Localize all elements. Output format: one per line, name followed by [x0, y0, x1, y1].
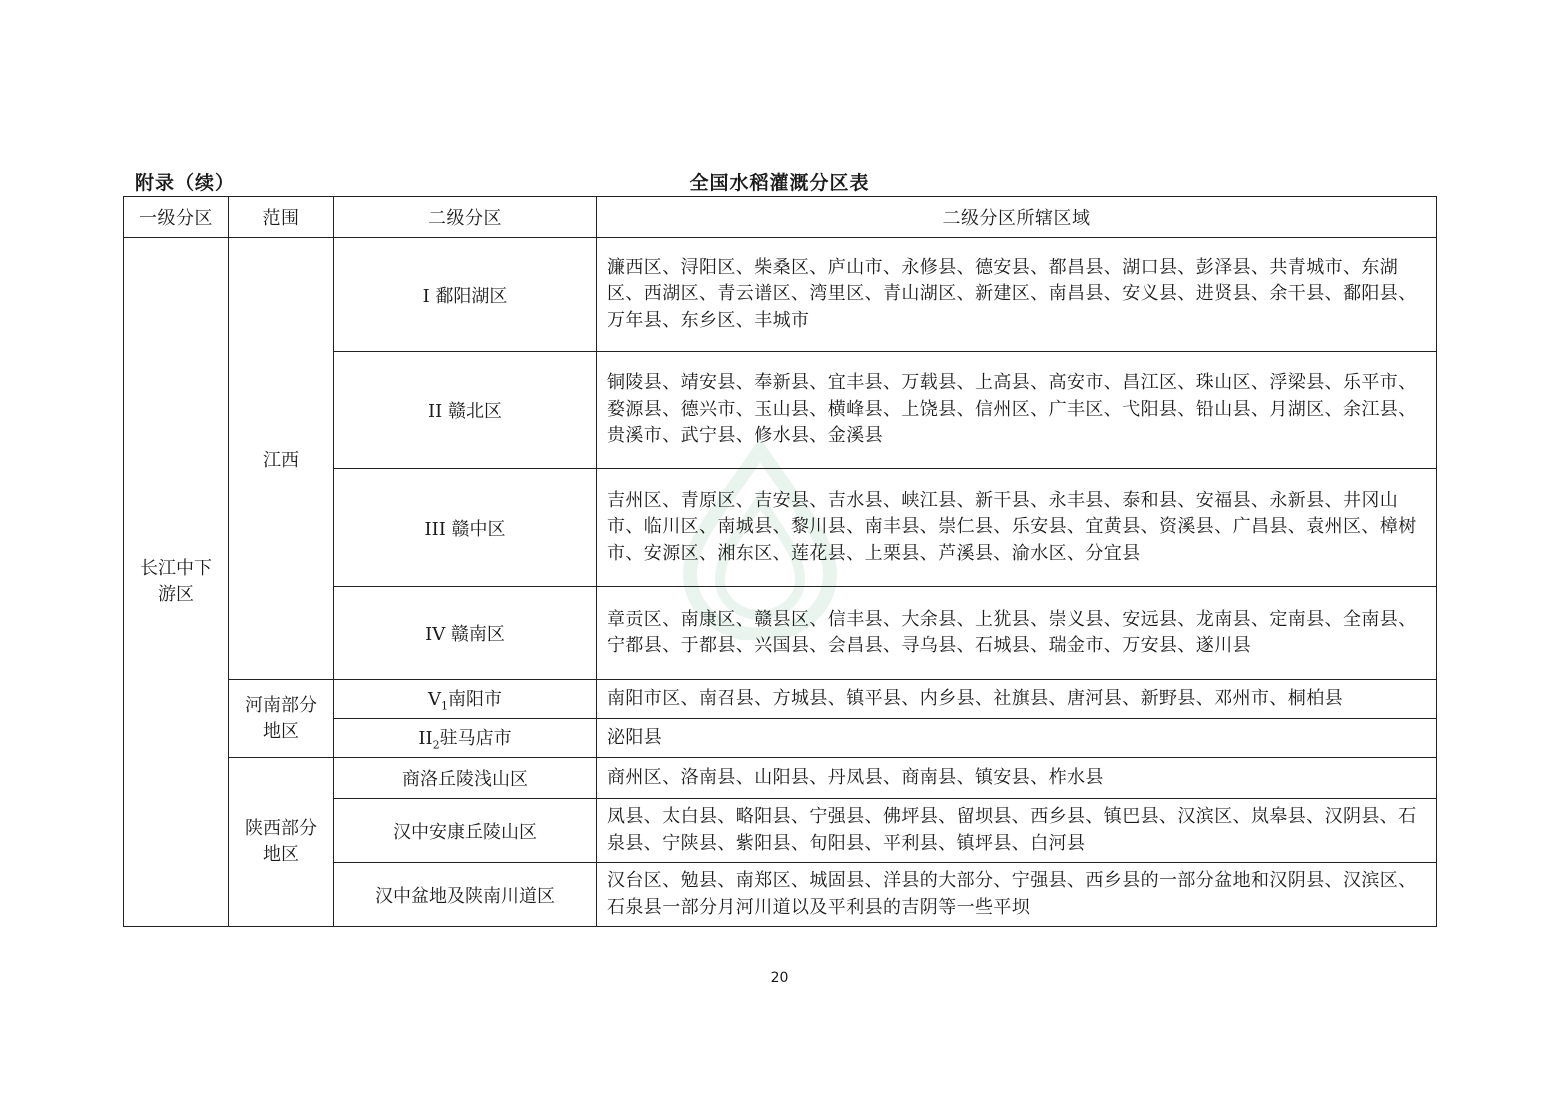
- header-level2: 二级分区: [334, 197, 597, 238]
- header-scope: 范围: [229, 197, 334, 238]
- zone-prefix: II: [418, 728, 433, 750]
- zone-subscript: 1: [441, 699, 448, 713]
- zone-name: I 鄱阳湖区: [334, 238, 597, 352]
- level1-cell: [124, 238, 229, 927]
- zone-name: 汉中盆地及陕南川道区: [334, 863, 597, 927]
- zone-label: 驻马店市: [439, 728, 512, 750]
- zone-districts: 章贡区、南康区、赣县区、信丰县、大余县、上犹县、崇义县、安远县、龙南县、定南县、全南县、宁都县、于都县、兴国县、会昌县、寻乌县、石城县、瑞金市、万安县、遂川县: [597, 587, 1437, 680]
- scope-shaanxi: [229, 758, 334, 927]
- zone-districts: 汉台区、勉县、南郑区、城固县、洋县的大部分、宁强县、西乡县的一部分盆地和汉阴县、汉滨区、石泉县一部分月河川道以及平利县的吉阴等一些平坝: [597, 863, 1437, 927]
- zone-prefix: V: [428, 689, 441, 711]
- header-level1: 一级分区: [124, 197, 229, 238]
- table-row: [124, 238, 1437, 352]
- zone-districts: 吉州区、青原区、吉安县、吉水县、峡江县、新干县、永丰县、泰和县、安福县、永新县、井冈山市、临川区、南城县、黎川县、南丰县、崇仁县、乐安县、宜黄县、资溪县、广昌县、袁州区、樟树市、安源区、湘东区、莲花县、上栗县、芦溪县、渝水区、分宜县: [597, 469, 1437, 587]
- zone-subscript: 2: [432, 738, 440, 752]
- level1-name: 长江中下游区: [140, 558, 212, 605]
- zone-districts: 铜陵县、靖安县、奉新县、宜丰县、万载县、上高县、高安市、昌江区、珠山区、浮梁县、乐平市、婺源县、德兴市、玉山县、横峰县、上饶县、信州区、广丰区、弋阳县、铅山县、月湖区、余江县、贵溪市、武宁县、修水县、金溪县: [597, 352, 1437, 469]
- zone-name: [334, 719, 597, 758]
- zone-name: III 赣中区: [334, 469, 597, 587]
- zone-name: 商洛丘陵浅山区: [334, 758, 597, 799]
- zone-districts: 南阳市区、南召县、方城县、镇平县、内乡县、社旗县、唐河县、新野县、邓州市、桐柏县: [597, 680, 1437, 719]
- page-number: 20: [770, 970, 789, 986]
- zone-districts: 凤县、太白县、略阳县、宁强县、佛坪县、留坝县、西乡县、镇巴县、汉滨区、岚皋县、汉阴县、石泉县、宁陕县、紫阳县、旬阳县、平利县、镇坪县、白河县: [597, 799, 1437, 863]
- table-row: [124, 680, 1437, 719]
- scope-shaanxi-label: 陕西部分地区: [245, 818, 317, 865]
- zone-districts: 泌阳县: [597, 719, 1437, 758]
- scope-jiangxi: 江西: [229, 238, 334, 680]
- appendix-caption: 附录（续）: [135, 172, 236, 194]
- zone-name: 汉中安康丘陵山区: [334, 799, 597, 863]
- zone-name: [334, 680, 597, 719]
- table-header-row: [124, 197, 1437, 238]
- scope-henan: [229, 680, 334, 758]
- header-districts: 二级分区所辖区域: [597, 197, 1437, 238]
- scope-henan-label: 河南部分地区: [245, 694, 317, 742]
- irrigation-zone-table: [123, 196, 1437, 927]
- zone-districts: 商州区、洛南县、山阳县、丹凤县、商南县、镇安县、柞水县: [597, 758, 1437, 799]
- zone-name: IV 赣南区: [334, 587, 597, 680]
- table-title: 全国水稻灌溉分区表: [689, 172, 870, 194]
- table-row: [124, 758, 1437, 799]
- zone-districts: 濂西区、浔阳区、柴桑区、庐山市、永修县、德安县、都昌县、湖口县、彭泽县、共青城市、东湖区、西湖区、青云谱区、湾里区、青山湖区、新建区、南昌县、安义县、进贤县、余干县、鄱阳县、万年县、东乡区、丰城市: [597, 238, 1437, 352]
- zone-label: 南阳市: [448, 689, 502, 711]
- zone-name: II 赣北区: [334, 352, 597, 469]
